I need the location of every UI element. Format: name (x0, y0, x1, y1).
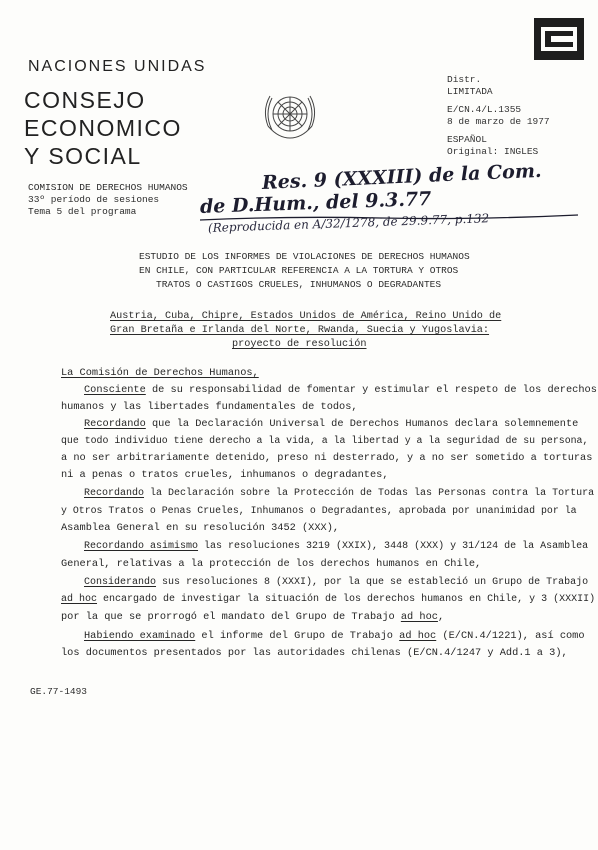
paragraph-5-line-3 (61, 611, 444, 623)
paragraph-4-text: las resoluciones 3219 (XXIX), 3448 (XXX) y 31/124 de la Asamblea (198, 541, 589, 552)
sponsors-line-3: proyecto de resolución (232, 339, 367, 350)
paragraph-2-line-3: a no ser arbitrariamente detenido, preso ni desterrado, y a no ser sometido a torturas (61, 452, 593, 464)
paragraph-3-keyword: Recordando (84, 488, 145, 499)
paragraph-6-text-end: (E/CN.4/1221), así como (436, 630, 585, 642)
un-emblem-icon (258, 86, 322, 144)
title-line-2: EN CHILE, CON PARTICULAR REFERENCIA A LA TORTURA Y OTROS (139, 265, 459, 276)
paragraph-5-line-1 (84, 577, 588, 588)
session-number: 33º período de sesiones (28, 194, 160, 205)
un-document-logo-icon (534, 18, 584, 60)
paragraph-2-line-4: ni a penas o tratos crueles, inhumanos o degradantes, (61, 469, 389, 481)
paragraph-1-line-1 (84, 384, 597, 396)
paragraph-3-line-3: Asamblea General en su resolución 3452 (XXX), (61, 522, 340, 534)
org-name-small: NACIONES UNIDAS (28, 58, 207, 75)
commission-name: COMISION DE DERECHOS HUMANOS (28, 182, 188, 193)
org-name-line-3: Y SOCIAL (24, 143, 142, 169)
paragraph-3-line-1 (84, 488, 594, 499)
paragraph-2-text: que la Declaración Universal de Derechos Humanos declara solemnemente (145, 418, 579, 430)
paragraph-6-text: el informe del Grupo de Trabajo (195, 630, 400, 642)
paragraph-3-text: la Declaración sobre la Protección de Todas las Personas contra la Tortura (144, 488, 595, 499)
handwritten-note-line-2: de D.Hum., del 9.3.77 (199, 187, 432, 218)
ad-hoc-term: ad hoc (61, 594, 98, 605)
org-name-line-1: CONSEJO (24, 87, 146, 113)
handwritten-underline (200, 214, 580, 222)
paragraph-2-line-2: que todo individuo tiene derecho a la vida, a la libertad y a la seguridad de su persona, (61, 435, 589, 446)
language-label: ESPAÑOL (447, 134, 487, 145)
ad-hoc-term: ad hoc (400, 611, 438, 623)
paragraph-5-keyword: Considerando (84, 577, 157, 588)
paragraph-4-line-1 (84, 541, 588, 552)
paragraph-5-line-2-text: encargado de investigar la situación de los derechos humanos en Chile, y 3 (XXXII) (97, 594, 596, 605)
document-date: 8 de marzo de 1977 (447, 116, 550, 127)
sponsors-line-2: Gran Bretaña e Irlanda del Norte, Rwanda, Suecia y Yugoslavia: (110, 325, 490, 336)
document-symbol: E/CN.4/L.1355 (447, 104, 522, 115)
document-job-code: GE.77-1493 (30, 686, 88, 697)
org-name-line-2: ECONOMICO (24, 115, 182, 141)
paragraph-5-line-2 (61, 594, 595, 605)
opening-phrase: La Comisión de Derechos Humanos, (61, 367, 259, 379)
ad-hoc-term: ad hoc (399, 630, 437, 642)
sponsors-line-1: Austria, Cuba, Chipre, Estados Unidos de América, Reino Unido de (110, 311, 502, 322)
agenda-item: Tema 5 del programa (28, 206, 137, 217)
distribution-value: LIMITADA (447, 86, 493, 97)
title-line-1: ESTUDIO DE LOS INFORMES DE VIOLACIONES DE DERECHOS HUMANOS (139, 251, 470, 262)
paragraph-5-text: sus resoluciones 8 (XXXI), por la que se estableció un Grupo de Trabajo (156, 577, 589, 588)
paragraph-3-line-2: y Otros Tratos o Penas Crueles, Inhumanos o Degradantes, aprobada por unanimidad por la (61, 505, 577, 516)
paragraph-1-keyword: Consciente (84, 384, 146, 396)
paragraph-5-line-3-end: , (437, 611, 445, 623)
paragraph-6-line-1 (84, 630, 585, 642)
paragraph-4-keyword: Recordando asimismo (84, 541, 199, 552)
paragraph-2-line-1 (84, 418, 578, 430)
paragraph-5-line-3-text: por la que se prorrogó el mandato del Grupo de Trabajo (61, 611, 401, 623)
paragraph-2-keyword: Recordando (84, 418, 146, 430)
title-line-3: TRATOS O CASTIGOS CRUELES, INHUMANOS O DEGRADANTES (156, 279, 442, 290)
distribution-label: Distr. (447, 74, 482, 85)
paragraph-6-line-2: los documentos presentados por las autoridades chilenas (E/CN.4/1247 y Add.1 a 3), (61, 647, 568, 659)
paragraph-1-text: de su responsabilidad de fomentar y estimular el respeto de los derechos (145, 384, 597, 396)
paragraph-1-line-2: humanos y las libertades fundamentales de todos, (61, 401, 358, 413)
paragraph-6-keyword: Habiendo examinado (84, 630, 196, 642)
paragraph-4-line-2: General, relativas a la protección de los derechos humanos en Chile, (61, 558, 482, 570)
handwritten-note-line-3: (Reproducida en A/32/1278, de 29.9.77, p.132 (207, 211, 490, 235)
handwritten-note-line-1: Res. 9 (XXXIII) de la Com. (261, 159, 542, 194)
original-language: Original: INGLES (447, 146, 539, 157)
